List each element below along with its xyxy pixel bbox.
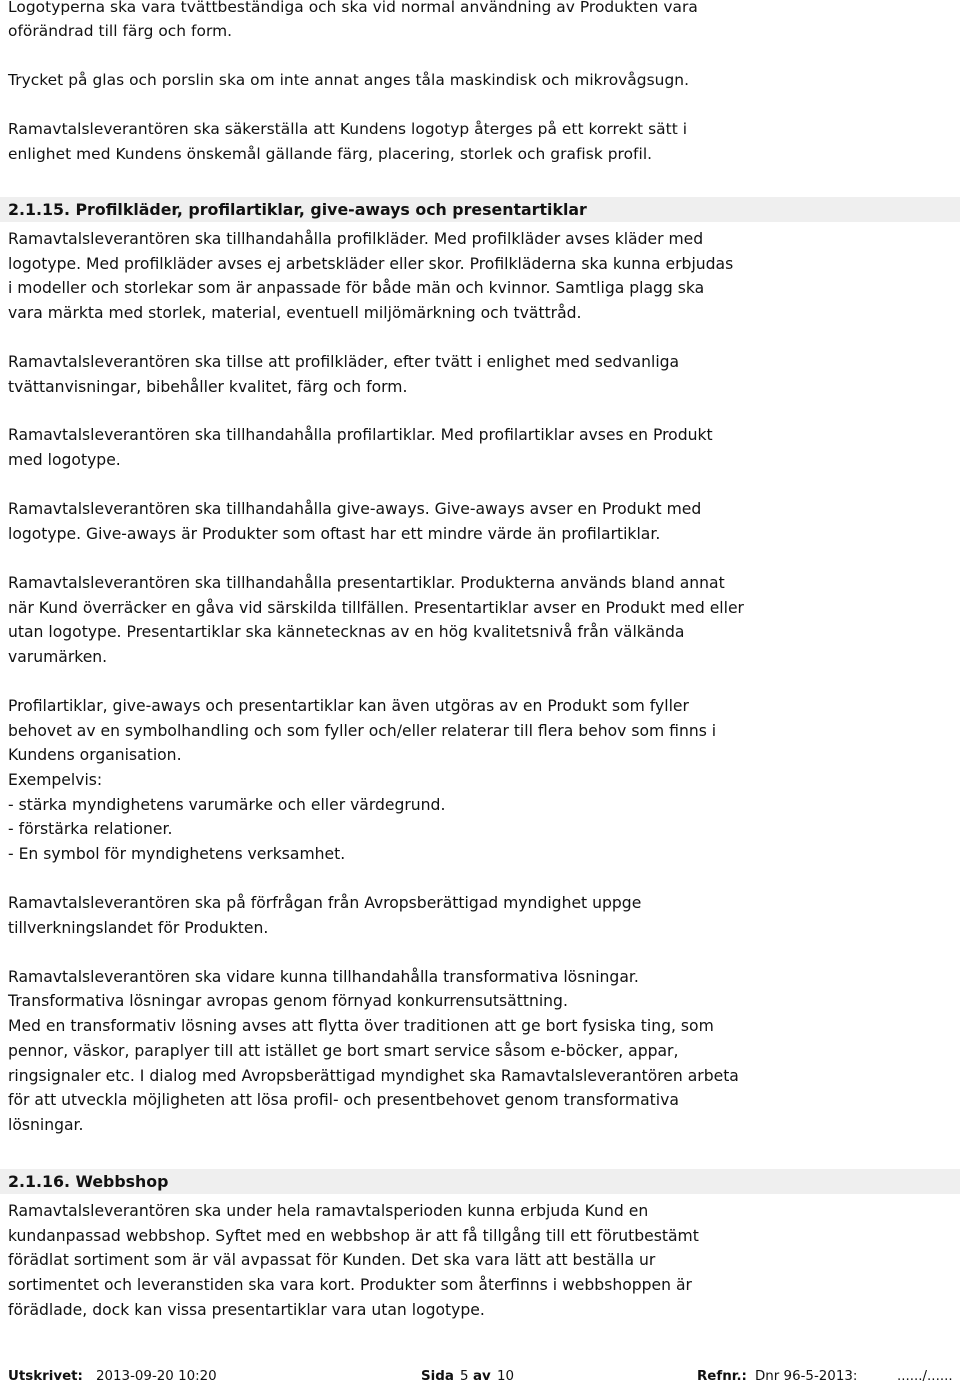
page-label: Sida xyxy=(421,1369,454,1384)
text-line: Exempelvis: xyxy=(8,771,103,789)
text-line: Ramavtalsleverantören ska tillhandahålla presentartiklar. Produkterna används bland annat xyxy=(8,574,725,592)
page-total: 10 xyxy=(497,1369,515,1384)
text-line: utan logotype. Presentartiklar ska kännetecknas av en hög kvalitetsnivå från välkända xyxy=(8,623,685,641)
text-line: logotype. Med profilkläder avses ej arbetskläder eller skor. Profilkläderna ska kunna erbjudas xyxy=(8,255,734,273)
text-line: förädlat sortiment som är väl avpassat för Kunden. Det ska vara lätt att beställa ur xyxy=(8,1251,656,1269)
page-of-label: av xyxy=(473,1369,491,1384)
text-line: enlighet med Kundens önskemål gällande färg, placering, storlek och grafisk profil. xyxy=(8,145,653,163)
text-line: - stärka myndighetens varumärke och eller värdegrund. xyxy=(8,796,446,814)
text-line: Trycket på glas och porslin ska om inte annat anges tåla maskindisk och mikrovågsugn. xyxy=(8,71,690,89)
text-line: Ramavtalsleverantören ska tillhandahålla give-aways. Give-aways avser en Produkt med xyxy=(8,500,702,518)
text-line: Ramavtalsleverantören ska tillhandahålla profilkläder. Med profilkläder avses kläder med xyxy=(8,230,704,248)
text-line: behovet av en symbolhandling och som fyller och/eller relaterar till flera behov som finns i xyxy=(8,722,717,740)
text-line: lösningar. xyxy=(8,1116,84,1134)
text-line: tvättanvisningar, bibehåller kvalitet, färg och form. xyxy=(8,378,408,396)
text-line: Ramavtalsleverantören ska tillhandahålla profilartiklar. Med profilartiklar avses en Produkt xyxy=(8,426,713,444)
ref-suffix: ....../...... xyxy=(897,1369,953,1384)
ref-value: Dnr 96-5-2013: xyxy=(755,1369,858,1384)
text-line: när Kund överräcker en gåva vid särskilda tillfällen. Presentartiklar avser en Produkt med eller xyxy=(8,599,744,617)
text-line: Profilartiklar, give-aways och presentartiklar kan även utgöras av en Produkt som fyller xyxy=(8,697,689,715)
text-line: logotype. Give-aways är Produkter som oftast har ett mindre värde än profilartiklar. xyxy=(8,525,661,543)
printed-value: 2013-09-20 10:20 xyxy=(96,1369,217,1384)
text-line: Ramavtalsleverantören ska under hela ramavtalsperioden kunna erbjuda Kund en xyxy=(8,1202,649,1220)
text-line: Ramavtalsleverantören ska säkerställa att Kundens logotyp återges på ett korrekt sätt i xyxy=(8,120,688,138)
text-line: i modeller och storlekar som är anpassade för både män och kvinnor. Samtliga plagg ska xyxy=(8,279,705,297)
text-line: Transformativa lösningar avropas genom förnyad konkurrensutsättning. xyxy=(8,992,568,1010)
text-line: sortimentet och leveranstiden ska vara kort. Produkter som återfinns i webbshoppen är xyxy=(8,1276,692,1294)
text-line: Med en transformativ lösning avses att flytta över traditionen att ge bort fysiska ting, som xyxy=(8,1017,714,1035)
text-line: varumärken. xyxy=(8,648,108,666)
text-line: pennor, väskor, paraplyer till att istället ge bort smart service såsom e-böcker, appar, xyxy=(8,1042,679,1060)
text-line: Kundens organisation. xyxy=(8,746,182,764)
ref-label: Refnr.: xyxy=(697,1369,747,1384)
text-line: tillverkningslandet för Produkten. xyxy=(8,919,269,937)
text-line: - En symbol för myndighetens verksamhet. xyxy=(8,845,346,863)
text-line: Ramavtalsleverantören ska tillse att profilkläder, efter tvätt i enlighet med sedvanliga xyxy=(8,353,680,371)
text-line: vara märkta med storlek, material, eventuell miljömärkning och tvättråd. xyxy=(8,304,582,322)
page-number: 5 xyxy=(460,1369,469,1384)
section-heading-2-1-15: 2.1.15. Profilkläder, profilartiklar, give-aways och presentartiklar xyxy=(0,197,960,222)
text-line: - förstärka relationer. xyxy=(8,820,173,838)
text-line: Ramavtalsleverantören ska på förfrågan från Avropsberättigad myndighet uppge xyxy=(8,894,642,912)
section-heading-2-1-16: 2.1.16. Webbshop xyxy=(0,1169,960,1194)
text-line: för att utveckla möjligheten att lösa profil- och presentbehovet genom transformativa xyxy=(8,1091,679,1109)
text-line: med logotype. xyxy=(8,451,121,469)
text-line: Logotyperna ska vara tvättbeständiga och ska vid normal användning av Produkten vara xyxy=(8,0,698,16)
text-line: ringsignaler etc. I dialog med Avropsberättigad myndighet ska Ramavtalsleverantören arbeta xyxy=(8,1067,739,1085)
printed-label: Utskrivet: xyxy=(8,1369,83,1384)
text-line: oförändrad till färg och form. xyxy=(8,22,233,40)
text-line: Ramavtalsleverantören ska vidare kunna tillhandahålla transformativa lösningar. xyxy=(8,968,639,986)
page-footer xyxy=(0,1366,960,1387)
text-line: förädlade, dock kan vissa presentartiklar vara utan logotype. xyxy=(8,1301,485,1319)
text-line: kundanpassad webbshop. Syftet med en webbshop är att få tillgång till ett förutbestämt xyxy=(8,1227,699,1245)
